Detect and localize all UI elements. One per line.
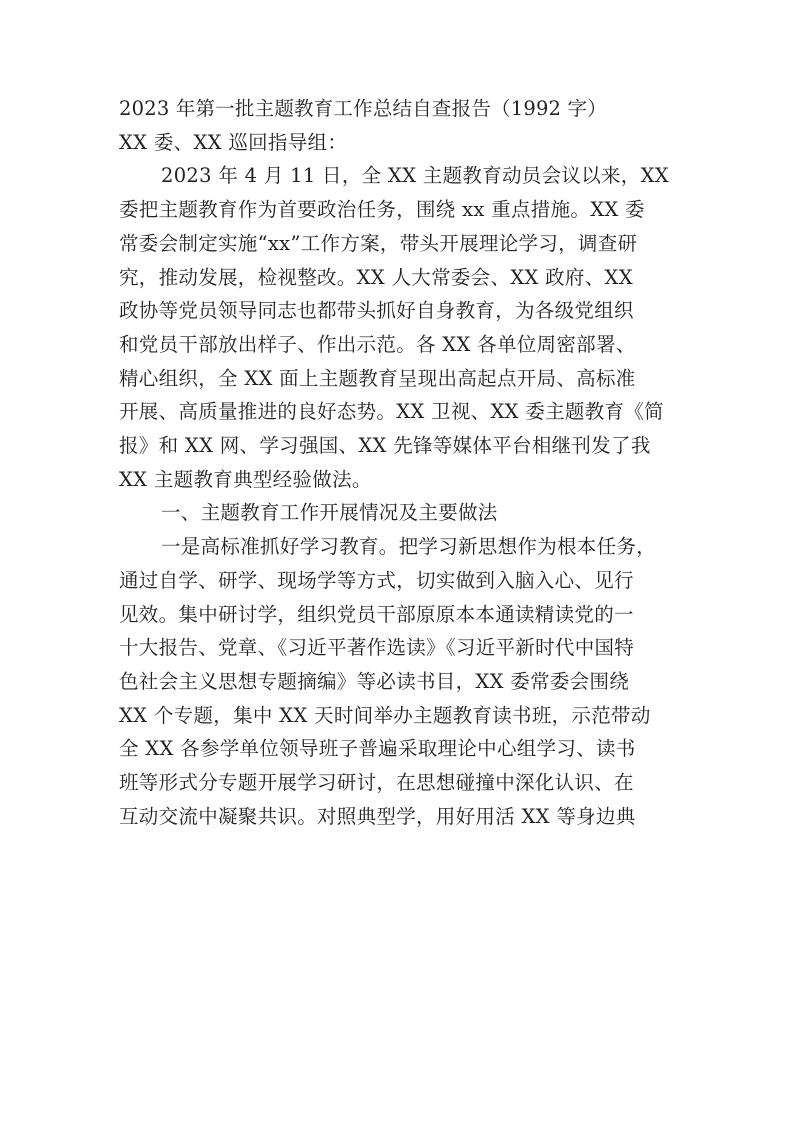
intro-line: 委把主题教育作为首要政治任务，围绕 xx 重点措施。XX 委 bbox=[119, 198, 645, 222]
section-heading: 一、主题教育工作开展情况及主要做法 bbox=[161, 501, 498, 525]
intro-line: 2023 年 4 月 11 日，全 XX 主题教育动员会议以来，XX bbox=[161, 164, 669, 188]
body-line: 一是高标准抓好学习教育。把学习新思想作为根本任务， bbox=[161, 535, 657, 559]
body-line: 十大报告、党章、《习近平著作选读》《习近平新时代中国特 bbox=[119, 636, 635, 660]
document-body bbox=[119, 92, 689, 833]
body-line: 通过自学、研学、现场学等方式，切实做到入脑入心、见行 bbox=[119, 568, 634, 592]
intro-line: 报》和 XX 网、学习强国、XX 先锋等媒体平台相继刊发了我 bbox=[119, 434, 651, 458]
body-line: 互动交流中凝聚共识。对照典型学，用好用活 XX 等身边典 bbox=[119, 804, 636, 828]
intro-line: 政协等党员领导同志也都带头抓好自身教育，为各级党组织 bbox=[119, 299, 634, 323]
intro-line: 和党员干部放出样子、作出示范。各 XX 各单位周密部署、 bbox=[119, 332, 636, 356]
body-line: 全 XX 各参学单位领导班子普遍采取理论中心组学习、读书 bbox=[119, 737, 636, 761]
body-line: 班等形式分专题开展学习研讨，在思想碰撞中深化认识、在 bbox=[119, 771, 634, 795]
intro-line: XX 主题教育典型经验做法。 bbox=[119, 467, 372, 491]
recipient-line: XX 委、XX 巡回指导组： bbox=[119, 130, 348, 154]
body-line: XX 个专题，集中 XX 天时间举办主题教育读书班，示范带动 bbox=[119, 703, 651, 727]
body-line: 色社会主义思想专题摘编》等必读书目，XX 委常委会围绕 bbox=[119, 669, 630, 693]
intro-line: 开展、高质量推进的良好态势。XX 卫视、XX 委主题教育《简 bbox=[119, 400, 664, 424]
body-line: 见效。集中研讨学，组织党员干部原原本本通读精读党的一 bbox=[119, 602, 634, 626]
intro-line: 精心组织，全 XX 面上主题教育呈现出高起点开局、高标准 bbox=[119, 366, 636, 390]
intro-line: 常委会制定实施“xx”工作方案，带头开展理论学习，调查研 bbox=[119, 231, 638, 255]
intro-line: 究，推动发展，检视整改。XX 人大常委会、XX 政府、XX bbox=[119, 265, 633, 289]
document-title: 2023 年第一批主题教育工作总结自查报告（1992 字） bbox=[119, 97, 607, 120]
